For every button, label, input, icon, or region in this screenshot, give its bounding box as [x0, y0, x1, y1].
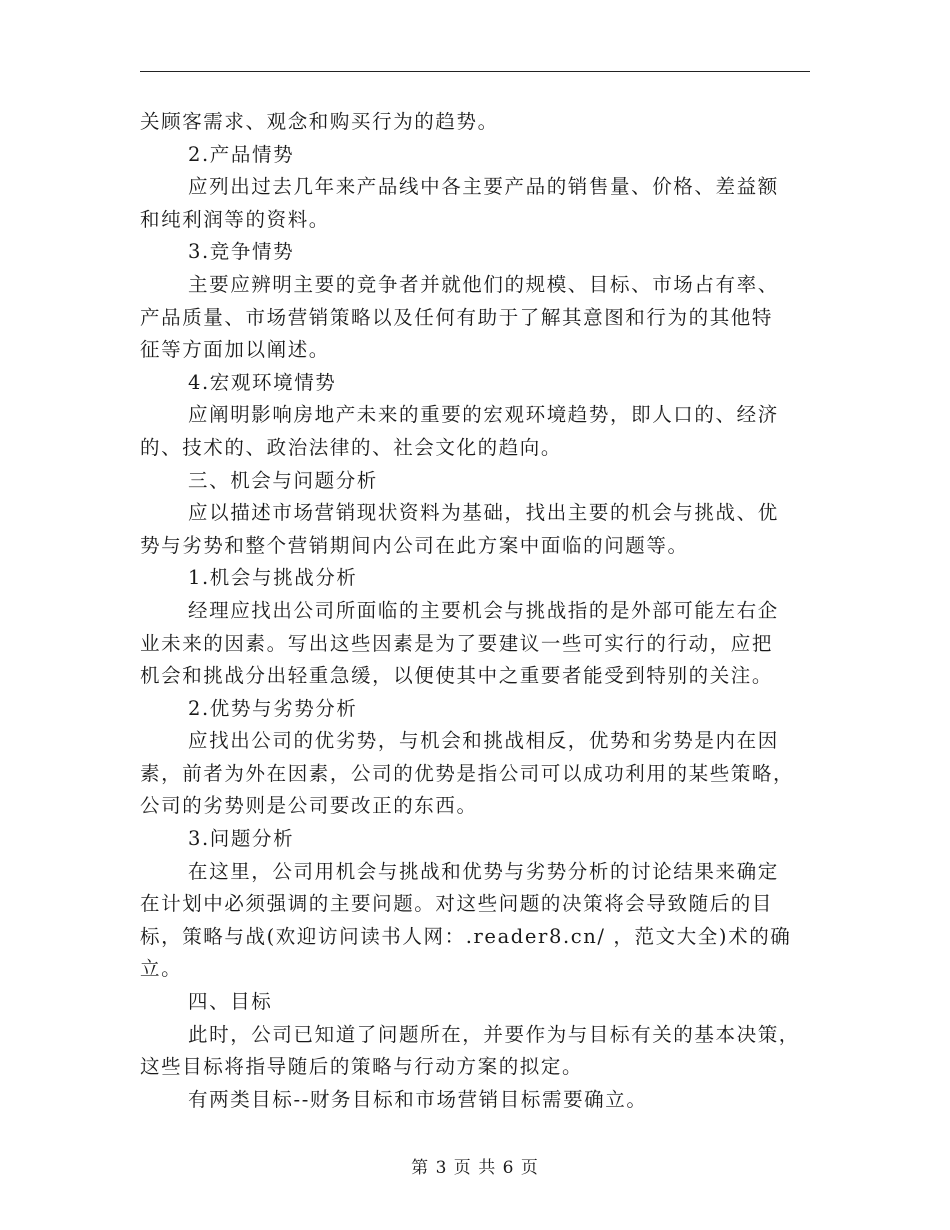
text-line: 主要应辨明主要的竞争者并就他们的规模、目标、市场占有率、 [188, 272, 779, 296]
text-line: 应列出过去几年来产品线中各主要产品的销售量、价格、差益额 [188, 175, 779, 199]
text-line: 有两类目标--财务目标和市场营销目标需要确立。 [188, 1087, 648, 1111]
text-line: 2.产品情势 [188, 142, 295, 166]
text-line: 3.问题分析 [188, 827, 295, 851]
text-line: 在这里，公司用机会与挑战和优势与劣势分析的讨论结果来确定 [188, 859, 779, 883]
page-number: 第 3 页 共 6 页 [411, 1158, 539, 1178]
text-line: 在计划中必须强调的主要问题。对这些问题的决策将会导致随后的目 [140, 892, 774, 916]
text-line: 机会和挑战分出轻重急缓，以便使其中之重要者能受到特别的关注。 [140, 664, 774, 688]
text-line: 立。 [140, 957, 183, 981]
text-line: 应以描述市场营销现状资料为基础，找出主要的机会与挑战、优 [188, 501, 779, 525]
document-body [140, 106, 808, 1116]
text-line: 公司的劣势则是公司要改正的东西。 [140, 794, 478, 818]
text-line: 关顾客需求、观念和购买行为的趋势。 [140, 110, 499, 133]
text-line: 这些目标将指导随后的策略与行动方案的拟定。 [140, 1055, 584, 1079]
text-line: 1.机会与挑战分析 [188, 566, 358, 590]
text-line: 3.竞争情势 [188, 240, 295, 264]
text-line: 4.宏观环境情势 [188, 370, 337, 394]
text-line: 标，策略与战(欢迎访问读书人网：.reader8.cn/ ，范文大全)术的确 [140, 924, 792, 948]
text-line: 应找出公司的优劣势，与机会和挑战相反，优势和劣势是内在因 [188, 729, 779, 753]
text-line: 经理应找出公司所面临的主要机会与挑战指的是外部可能左右企 [188, 598, 779, 622]
text-line: 三、机会与问题分析 [188, 468, 378, 492]
text-line: 此时，公司已知道了问题所在，并要作为与目标有关的基本决策， [188, 1022, 800, 1046]
text-line: 四、目标 [188, 990, 273, 1014]
text-line: 的、技术的、政治法律的、社会文化的趋向。 [140, 435, 563, 459]
text-line: 应阐明影响房地产未来的重要的宏观环境趋势，即人口的、经济 [188, 403, 779, 427]
text-line: 和纯利润等的资料。 [140, 207, 330, 231]
text-line: 势与劣势和整个营销期间内公司在此方案中面临的问题等。 [140, 533, 689, 557]
text-line: 2.优势与劣势分析 [188, 696, 358, 720]
text-line: 业未来的因素。写出这些因素是为了要建议一些可实行的行动，应把 [140, 631, 774, 655]
header-rule [140, 71, 810, 72]
text-line: 产品质量、市场营销策略以及任何有助于了解其意图和行为的其他特 [140, 305, 774, 329]
text-line: 素，前者为外在因素，公司的优势是指公司可以成功利用的某些策略， [140, 761, 795, 785]
text-line: 征等方面加以阐述。 [140, 338, 330, 362]
